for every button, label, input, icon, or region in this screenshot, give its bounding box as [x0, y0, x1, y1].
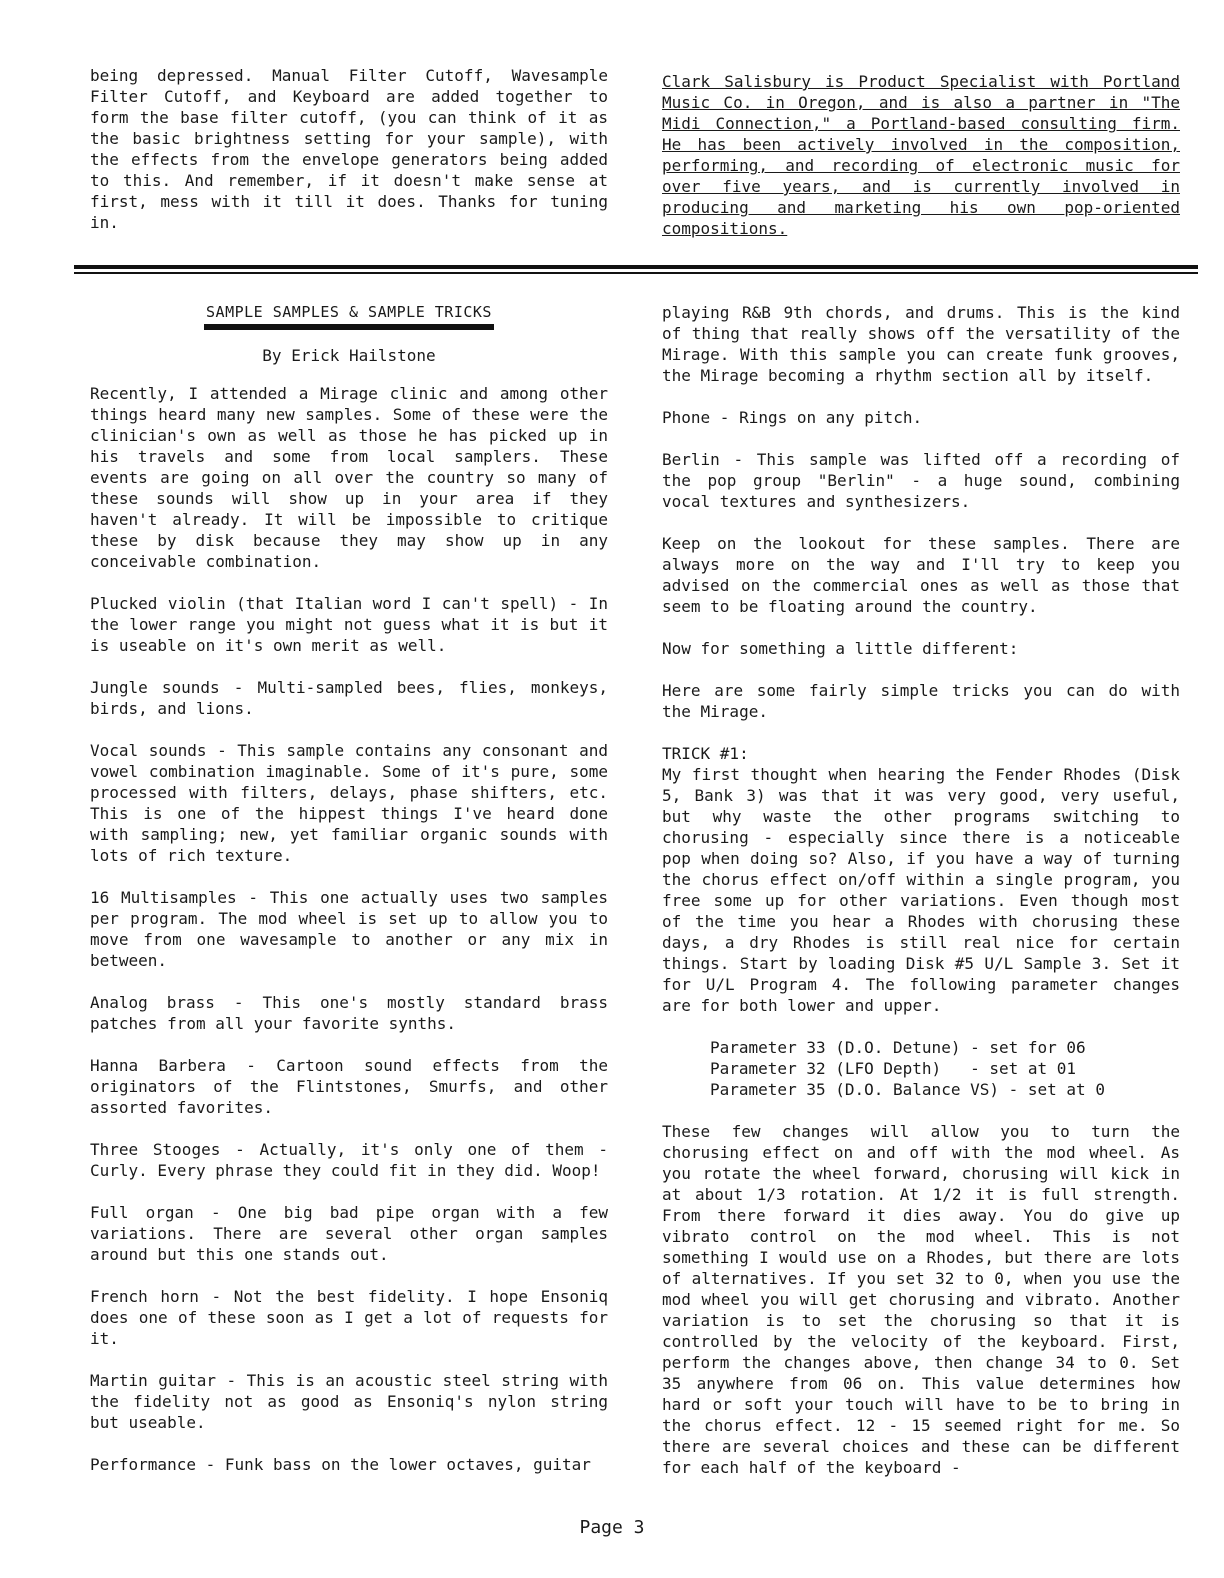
article-title: SAMPLE SAMPLES & SAMPLE TRICKS — [204, 303, 494, 330]
left-paragraph: Vocal sounds - This sample contains any consonant and vowel combination imaginable. Some of it's pure, some processed with filters, delays, phase shifters, etc. This is one of the hippest things I've heard done with sampling; new, yet familiar organic sounds with lots of rich texture. — [90, 741, 608, 865]
right-paragraph: Berlin - This sample was lifted off a recording of the pop group "Berlin" - a huge sound, combining vocal textures and synthesizers. — [662, 450, 1180, 511]
left-paragraph: French horn - Not the best fidelity. I hope Ensoniq does one of these soon as I get a lot of requests for it. — [90, 1287, 608, 1348]
left-column — [90, 302, 608, 1475]
section-divider-thick — [74, 265, 1198, 269]
left-paragraph: Hanna Barbera - Cartoon sound effects from the originators of the Flintstones, Smurfs, and other assorted favorites. — [90, 1056, 608, 1117]
trick-paragraph: My first thought when hearing the Fender Rhodes (Disk 5, Bank 3) was that it was very good, very useful, but why waste the other programs switching to chorusing - especially since there is a noticeable pop when doing so? Also, if you have a way of turning the chorus effect on/off within a single program, you free some up for other variations. Even though most of the time you hear a Rhodes with chorusing these days, a dry Rhodes is still real nice for certain things. Start by loading Disk #5 U/L Sample 3. Set it for U/L Program 4. The following parameter changes are for both lower and upper. — [662, 765, 1180, 1015]
right-paragraph: These few changes will allow you to turn the chorusing effect on and off with the mod wheel. As you rotate the wheel forward, chorusing will kick in at about 1/3 rotation. At 1/2 it is full strength. From there forward it dies away. You do give up vibrato control on the mod wheel. This is not something I would use on a Rhodes, but there are lots of alternatives. If you set 32 to 0, when you use the mod wheel you will get chorusing and vibrato. Another variation is to set the chorusing so that it is controlled by the velocity of the keyboard. First, perform the changes above, then change 34 to 0. Set 35 anywhere from 06 on. This value determines how hard or soft your touch will have to be to bring in the chorus effect. 12 - 15 seemed right for me. So there are several choices and these can be different for each half of the keyboard - — [662, 1122, 1180, 1477]
right-paragraph: Phone - Rings on any pitch. — [662, 408, 923, 427]
right-paragraph: Keep on the lookout for these samples. There are always more on the way and I'll try to keep you advised on the commercial ones as well as those that seem to be floating around the country. — [662, 534, 1180, 616]
trick-heading: TRICK #1: — [662, 744, 749, 763]
parameter-item: Parameter 35 (D.O. Balance VS) - set at 0 — [710, 1080, 1105, 1099]
right-paragraph: playing R&B 9th chords, and drums. This is the kind of thing that really shows off the versatility of the Mirage. With this sample you can create funk grooves, the Mirage becoming a rhythm section all by itself. — [662, 303, 1180, 385]
left-paragraph: Analog brass - This one's mostly standard brass patches from all your favorite synths. — [90, 993, 608, 1033]
parameter-list — [710, 1037, 1180, 1100]
left-paragraph: Plucked violin (that Italian word I can't spell) - In the lower range you might not guess what it is but it is useable on it's own merit as well. — [90, 594, 608, 655]
left-paragraph: Jungle sounds - Multi-sampled bees, flies, monkeys, birds, and lions. — [90, 678, 608, 718]
left-paragraph: Full organ - One big bad pipe organ with a few variations. There are several other organ samples around but this one stands out. — [90, 1203, 608, 1264]
right-paragraph: Now for something a little different: — [662, 639, 1019, 658]
article-title-wrap — [90, 302, 608, 330]
author-bio-block — [662, 71, 1180, 239]
section-divider-thin — [74, 272, 1198, 274]
parameter-item: Parameter 33 (D.O. Detune) - set for 06 — [710, 1038, 1086, 1057]
left-paragraph: Martin guitar - This is an acoustic steel string with the fidelity not as good as Ensoniq's nylon string but useable. — [90, 1371, 608, 1432]
left-paragraph: Performance - Funk bass on the lower octaves, guitar — [90, 1455, 591, 1474]
left-paragraph: 16 Multisamples - This one actually uses two samples per program. The mod wheel is set up to allow you to move from one wavesample to another or any mix in between. — [90, 888, 608, 970]
right-paragraph: Here are some fairly simple tricks you can do with the Mirage. — [662, 681, 1180, 721]
page-number: Page 3 — [579, 1517, 645, 1538]
parameter-item: Parameter 32 (LFO Depth) - set at 01 — [710, 1059, 1077, 1078]
right-column — [662, 302, 1180, 1478]
left-paragraph: Three Stooges - Actually, it's only one of them - Curly. Every phrase they could fit in they did. Woop! — [90, 1140, 608, 1180]
author-bio: Clark Salisbury is Product Specialist with Portland Music Co. in Oregon, and is also a partner in "The Midi Connection," a Portland-based consulting firm. He has been actively involved in the composition, performing, and recording of electronic music for over five years, and is currently involved in producing and marketing his own pop-oriented compositions. — [662, 72, 1180, 238]
top-left-text-block — [90, 65, 608, 233]
article-byline: By Erick Hailstone — [262, 346, 436, 365]
continued-paragraph: being depressed. Manual Filter Cutoff, Wavesample Filter Cutoff, and Keyboard are added together to form the base filter cutoff, (you can think of it as the basic brightness setting for your sample), with the effects from the envelope generators being added to this. And remember, if it doesn't make sense at first, mess with it till it does. Thanks for tuning in. — [90, 66, 608, 232]
left-paragraph: Recently, I attended a Mirage clinic and among other things heard many new samples. Some of these were the clinician's own as well as those he has picked up in his travels and some from local samplers. These events are going on all over the country so many of these sounds will show up in your area if they haven't already. It will be impossible to critique these by disk because they may show up in any conceivable combination. — [90, 384, 608, 571]
